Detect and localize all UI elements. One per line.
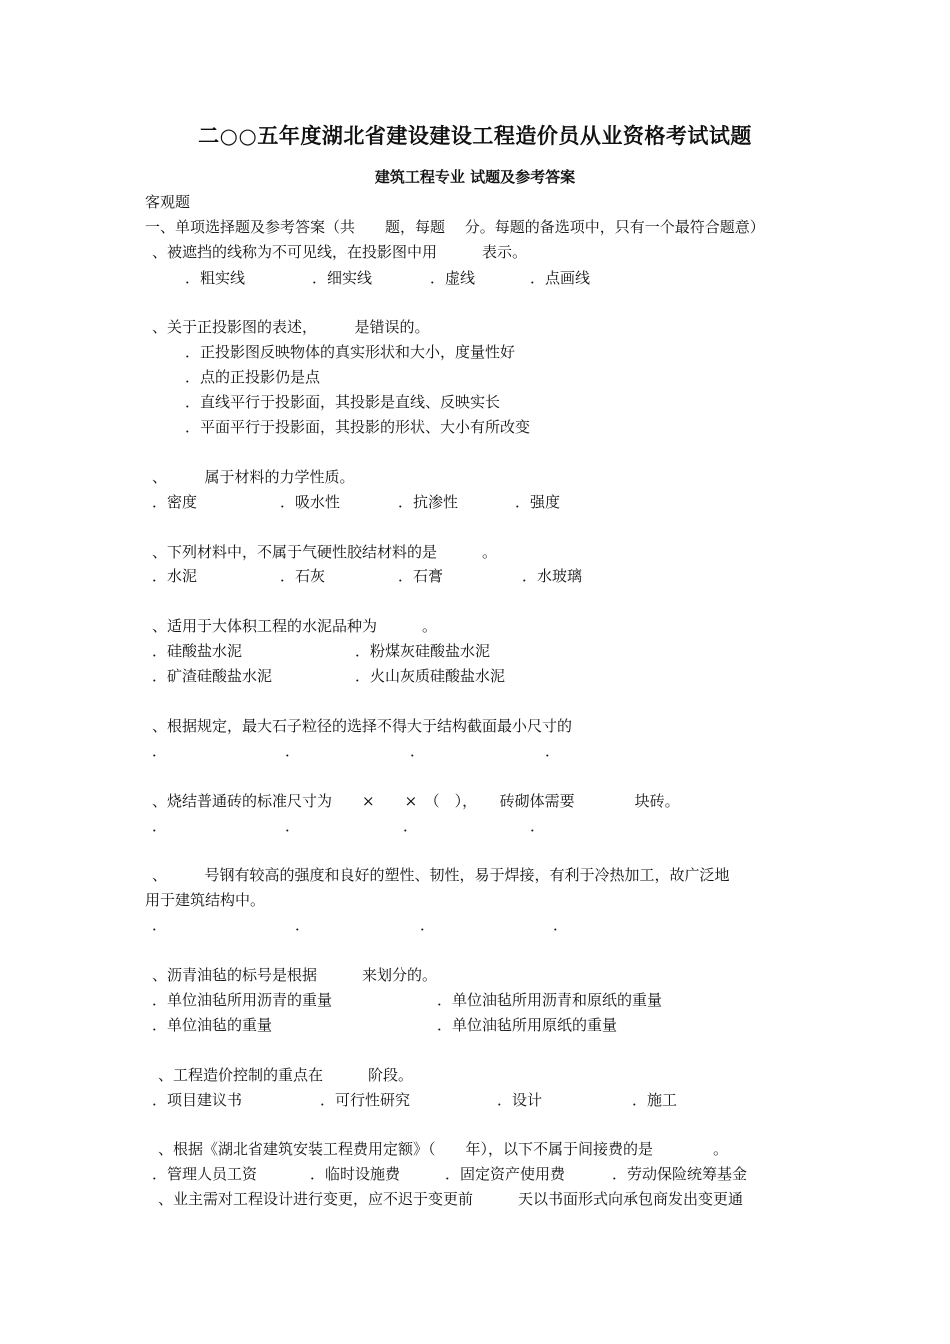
question-5-stem: 、适用于大体积工程的水泥品种为 。 (152, 617, 438, 635)
question-7-option-c: ． (403, 817, 419, 835)
question-11-option-a: ．管理人员工资 (152, 1165, 258, 1183)
question-8-option-b: ． (295, 916, 311, 934)
question-11-option-c: ．固定资产使用费 (445, 1165, 566, 1183)
question-4-stem: 、下列材料中，不属于气硬性胶结材料的是 。 (152, 543, 498, 561)
question-5-option-b: ．粉煤灰硅酸盐水泥 (355, 642, 491, 660)
question-6-stem: 、根据规定，最大石子粒径的选择不得大于结构截面最小尺寸的 (152, 717, 573, 735)
question-7-option-a: ． (152, 817, 168, 835)
question-7-option-b: ． (285, 817, 301, 835)
question-9-stem: 、沥青油毡的标号是根据 来划分的。 (152, 966, 438, 984)
question-8-option-d: ． (553, 916, 569, 934)
question-8-option-c: ． (420, 916, 436, 934)
question-11-option-b: ．临时设施费 (310, 1165, 401, 1183)
question-10-option-c: ．设计 (497, 1091, 543, 1109)
question-2-option-a: ．正投影图反映物体的真实形状和大小，度量性好 (185, 343, 516, 361)
question-9-option-b: ．单位油毡所用沥青和原纸的重量 (437, 991, 663, 1009)
question-7-stem: 、烧结普通砖的标准尺寸为 × × （ ）， 砖砌体需要 块砖。 (152, 792, 680, 810)
question-5-option-a: ．硅酸盐水泥 (152, 642, 243, 660)
question-10-option-b: ．可行性研究 (320, 1091, 411, 1109)
question-4-option-b: ．石灰 (280, 567, 326, 585)
question-6-option-a: ． (152, 742, 168, 760)
document-title: 二○○五年度湖北省建设建设工程造价员从业资格考试试题 (198, 123, 752, 148)
question-10-option-d: ．施工 (632, 1091, 678, 1109)
question-7-option-d: ． (530, 817, 546, 835)
question-1-option-c: ．虚线 (430, 269, 476, 287)
question-3-option-c: ．抗渗性 (398, 493, 459, 511)
question-1-stem: 、被遮挡的线称为不可见线，在投影图中用 表示。 (152, 243, 528, 261)
question-4-option-c: ．石膏 (398, 567, 444, 585)
question-1-option-b: ．细实线 (312, 269, 373, 287)
question-9-option-d: ．单位油毡所用原纸的重量 (437, 1016, 618, 1034)
question-9-option-c: ．单位油毡的重量 (152, 1016, 273, 1034)
question-10-option-a: ．项目建议书 (152, 1091, 243, 1109)
question-4-option-d: ．水玻璃 (522, 567, 583, 585)
part-heading: 一、单项选择题及参考答案（共 题，每题 分。每题的备选项中，只有一个最符合题意） (145, 218, 765, 236)
question-3-option-a: ．密度 (152, 493, 198, 511)
question-8-option-a: ． (152, 916, 168, 934)
question-4-option-a: ．水泥 (152, 567, 198, 585)
question-11-option-d: ．劳动保险统筹基金 (612, 1165, 748, 1183)
question-2-option-d: ．平面平行于投影面，其投影的形状、大小有所改变 (185, 418, 531, 436)
question-3-option-d: ．强度 (515, 493, 561, 511)
document-subtitle: 建筑工程专业 试题及参考答案 (374, 168, 576, 186)
question-5-option-d: ．火山灰质硅酸盐水泥 (355, 667, 506, 685)
question-9-option-a: ．单位油毡所用沥青的重量 (152, 991, 333, 1009)
question-8-stem-continued: 用于建筑结构中。 (145, 891, 266, 909)
question-3-option-b: ．吸水性 (280, 493, 341, 511)
question-12-stem: 、业主需对工程设计进行变更，应不迟于变更前 天以书面形式向承包商发出变更通 (158, 1190, 744, 1208)
question-8-stem: 、 号钢有较高的强度和良好的塑性、韧性，易于焊接，有利于冷热加工，故广泛地 (152, 866, 730, 884)
question-2-option-b: ．点的正投影仍是点 (185, 368, 321, 386)
question-1-option-a: ．粗实线 (185, 269, 246, 287)
question-3-stem: 、 属于材料的力学性质。 (152, 468, 355, 486)
question-6-option-b: ． (285, 742, 301, 760)
question-2-option-c: ．直线平行于投影面，其投影是直线、反映实长 (185, 393, 501, 411)
question-10-stem: 、工程造价控制的重点在 阶段。 (158, 1066, 414, 1084)
question-2-stem: 、关于正投影图的表述， 是错误的。 (152, 318, 430, 336)
question-11-stem: 、根据《湖北省建筑安装工程费用定额》（ 年），以下不属于间接费的是 。 (158, 1140, 729, 1158)
section-heading: 客观题 (145, 193, 191, 211)
question-1-option-d: ．点画线 (530, 269, 591, 287)
question-6-option-c: ． (410, 742, 426, 760)
question-5-option-c: ．矿渣硅酸盐水泥 (152, 667, 273, 685)
question-6-option-d: ． (545, 742, 561, 760)
